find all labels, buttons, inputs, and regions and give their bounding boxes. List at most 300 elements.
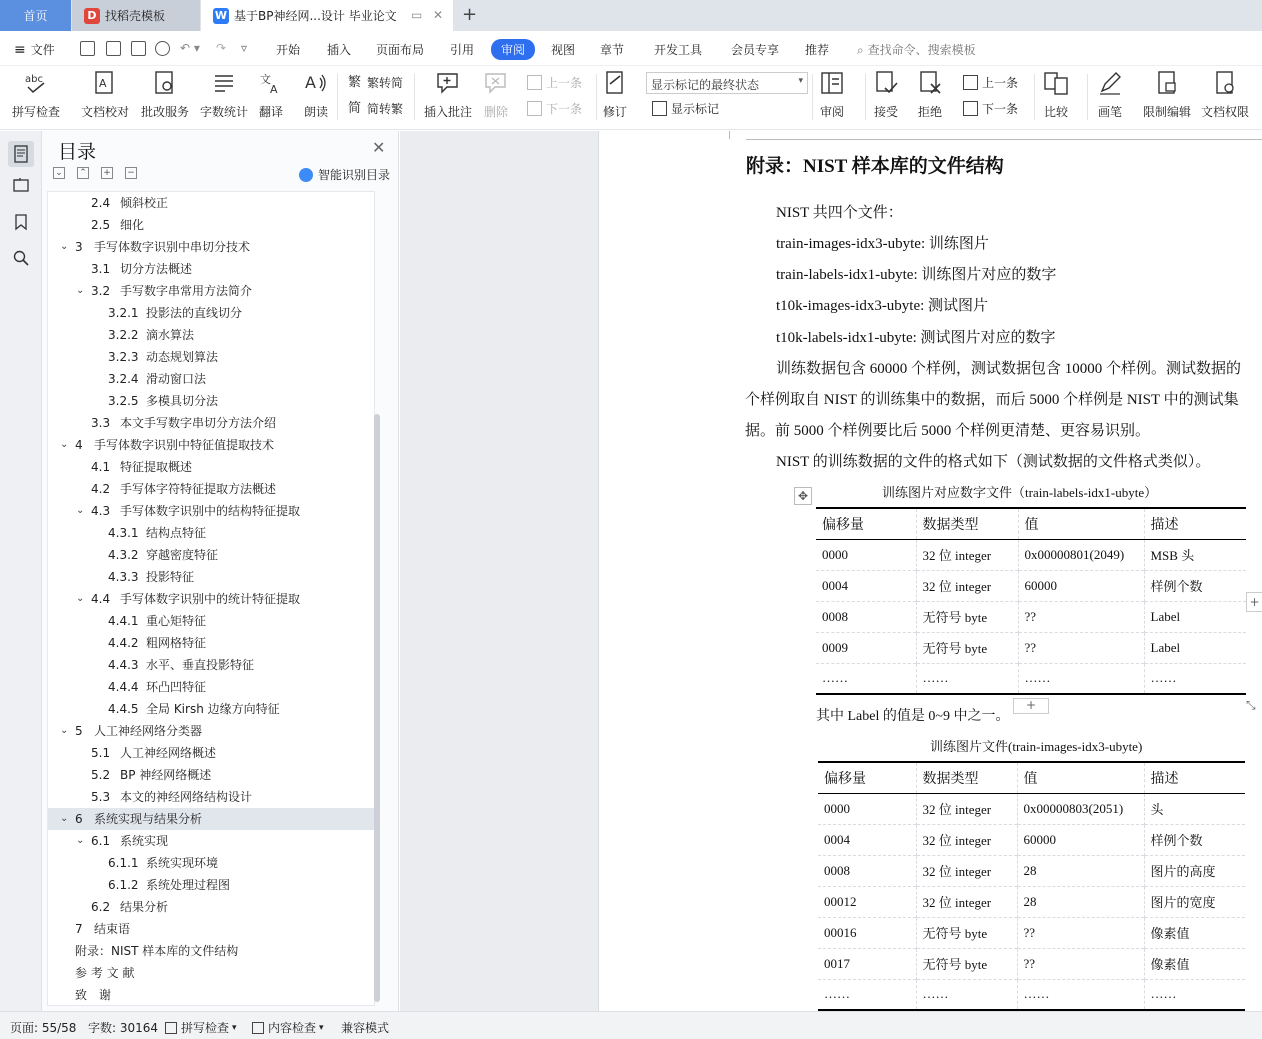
toc-item[interactable] [48, 588, 374, 610]
toc-item[interactable] [48, 434, 374, 456]
toc-item[interactable] [48, 962, 374, 984]
toc-item-label: 水平、垂直投影特征 [146, 658, 255, 672]
toc-item-label: 结构点特征 [146, 526, 207, 540]
toc-item-label: 特征提取概述 [120, 460, 193, 474]
prev-change-icon [963, 75, 978, 90]
save-icon[interactable] [80, 41, 95, 56]
toc-item-number: 4.3.1 [108, 526, 139, 540]
toc-item-number: 3.2 [91, 284, 111, 298]
track-changes-icon [602, 70, 628, 96]
word-count-button[interactable] [200, 70, 248, 120]
menu-member[interactable]: 会员专享 [731, 43, 780, 57]
toc-item[interactable] [48, 984, 374, 1006]
table-cell[interactable]: 头 [1144, 793, 1245, 824]
toc-item-number: 4.4.1 [108, 614, 139, 628]
spellcheck-label: 拼写检查 [12, 105, 61, 119]
crop-mark [746, 139, 1262, 140]
table-header-row [818, 762, 1245, 793]
ribbon-divider [337, 74, 338, 120]
table-cell[interactable]: 0x00000801(2049) [1018, 539, 1144, 570]
toc-item[interactable] [48, 808, 374, 830]
toc-item-label: 手写体数字识别中特征值提取技术 [94, 438, 275, 452]
table-cell[interactable]: 0017 [818, 948, 916, 979]
simp-to-trad-label: 简转繁 [367, 102, 404, 116]
table-cell[interactable]: 00012 [818, 886, 916, 917]
toc-item-label: 结果分析 [120, 900, 169, 914]
toc-item-label: 本文的神经网络结构设计 [120, 790, 253, 804]
table-cell[interactable]: 32 位 integer [916, 886, 1017, 917]
table-row [818, 793, 1245, 824]
file-line: train-labels-idx1-ubyte: 训练图片对应的数字 [776, 267, 1057, 283]
toc-item-label: 系统处理过程图 [146, 878, 231, 892]
chevron-down-icon[interactable]: ⌄ [60, 439, 69, 450]
toc-item[interactable] [48, 214, 374, 236]
table-row [816, 570, 1246, 601]
next-change-label: 下一条 [982, 102, 1019, 116]
spellcheck-status-label: 拼写检查 [181, 1021, 230, 1035]
toc-item-number: 4.4 [91, 592, 111, 606]
close-icon[interactable]: ✕ [372, 138, 386, 157]
table-move-handle-icon[interactable]: ✥ [794, 487, 812, 505]
content-check-label: 内容检查 [268, 1021, 317, 1035]
table-cell[interactable]: 32 位 integer [916, 570, 1018, 601]
toc-item-label: 致 谢 [75, 988, 112, 1002]
column-header: 偏移量 [816, 508, 916, 539]
toc-item-number: 4.4.2 [108, 636, 139, 650]
menu-reference[interactable]: 引用 [450, 43, 475, 57]
comment-delete-icon [483, 70, 509, 96]
add-row-button[interactable]: + [1013, 698, 1049, 714]
table-cell[interactable]: 无符号 byte [916, 948, 1017, 979]
toc-panel [42, 131, 399, 1011]
toc-item[interactable] [48, 302, 374, 324]
read-aloud-label: 朗读 [303, 105, 328, 119]
prev-comment-button[interactable] [527, 74, 582, 91]
toc-item[interactable] [48, 390, 374, 412]
navigation-strip [0, 131, 42, 1011]
toc-item-label: 人工神经网络分类器 [94, 724, 203, 738]
file-line: t10k-images-idx3-ubyte: 测试图片 [776, 298, 989, 314]
table-row [816, 601, 1246, 632]
toc-item-number: 3.2.1 [108, 306, 139, 320]
table1-caption: 训练图片对应数字文件（train-labels-idx1-ubyte） [882, 485, 1158, 500]
table-cell[interactable]: 0000 [816, 539, 916, 570]
document-page[interactable] [598, 131, 1262, 1011]
table-cell[interactable]: 样例个数 [1144, 824, 1245, 855]
remove-level-icon[interactable]: − [125, 167, 137, 179]
chevron-down-icon[interactable]: ⌄ [76, 835, 85, 846]
toc-item-label: BP 神经网络概述 [120, 768, 212, 782]
toc-item-number: 4.3 [91, 504, 111, 518]
ribbon-toolbar [0, 66, 1262, 130]
table-cell[interactable]: 0008 [816, 601, 916, 632]
batch-service-button[interactable] [141, 70, 189, 120]
table-cell[interactable]: 60000 [1018, 570, 1144, 601]
reject-label: 拒绝 [917, 105, 942, 119]
print-preview-icon[interactable] [155, 41, 170, 56]
markup-state-value: 显示标记的最终状态 [651, 78, 760, 92]
toc-item[interactable] [48, 742, 374, 764]
command-search-placeholder: 查找命令、搜索模板 [867, 43, 976, 57]
smart-toc-button[interactable] [299, 166, 390, 183]
toc-item-label: 手写体字符特征提取方法概述 [120, 482, 277, 496]
chevron-down-icon[interactable]: ⌄ [76, 285, 85, 296]
next-comment-label: 下一条 [546, 102, 583, 116]
toc-item[interactable] [48, 654, 374, 676]
menu-chapter[interactable]: 章节 [600, 43, 625, 57]
table-cell[interactable]: ?? [1017, 948, 1144, 979]
file-menu-label: 文件 [30, 43, 55, 57]
table-cell[interactable]: …… [916, 663, 1018, 694]
toc-item[interactable] [48, 764, 374, 786]
toc-item[interactable] [48, 676, 374, 698]
toc-item[interactable] [48, 918, 374, 940]
chevron-down-icon: ▾ [232, 1022, 237, 1033]
toc-item-number: 5.1 [91, 746, 111, 760]
toc-item-number: 7 [75, 922, 83, 936]
new-tab-button[interactable]: + [462, 4, 478, 25]
review-pane-icon [819, 70, 845, 96]
appendix-heading: 附录：NIST 样本库的文件结构 [746, 156, 1004, 177]
toc-item[interactable] [48, 280, 374, 302]
table-cell[interactable]: Label [1144, 632, 1246, 663]
toc-scrollbar[interactable] [374, 414, 380, 1002]
toc-item-number: 3 [75, 240, 83, 254]
word-count-indicator[interactable]: 字数: 30164 [88, 1021, 159, 1035]
table-row [816, 539, 1246, 570]
label-note: 其中 Label 的值是 0~9 中之一。 [816, 709, 1010, 724]
expand-up-icon[interactable]: ⌃ [77, 167, 89, 179]
table-cell[interactable]: 0004 [816, 570, 916, 601]
restrict-edit-button[interactable] [1143, 70, 1191, 120]
toc-item[interactable] [48, 324, 374, 346]
toc-item[interactable] [48, 720, 374, 742]
tab-bar [0, 0, 1262, 31]
toc-item[interactable] [48, 610, 374, 632]
svg-text:文: 文 [260, 73, 271, 86]
toc-item-label: 本文手写数字串切分方法介绍 [120, 416, 277, 430]
menu-recommend[interactable]: 推荐 [805, 43, 830, 57]
toc-item-number: 3.2.5 [108, 394, 139, 408]
next-comment-button[interactable] [527, 100, 582, 117]
table-cell[interactable]: 0x00000803(2051) [1017, 793, 1144, 824]
table-cell[interactable]: …… [1018, 663, 1144, 694]
toc-item[interactable] [48, 456, 374, 478]
toc-item[interactable] [48, 236, 374, 258]
trad-to-simp-button[interactable] [348, 74, 403, 91]
table-resize-icon[interactable]: ⤡ [1246, 698, 1256, 712]
show-markup-button[interactable] [652, 100, 719, 117]
prev-change-button[interactable] [963, 74, 1018, 91]
markup-state-select[interactable] [646, 72, 808, 94]
compare-button[interactable] [1043, 70, 1069, 120]
table-cell[interactable]: 0004 [818, 824, 916, 855]
prev-comment-icon [527, 75, 542, 90]
ribbon-divider [1034, 74, 1035, 120]
crop-mark [729, 131, 730, 139]
svg-text:A: A [99, 77, 107, 90]
toc-item[interactable] [48, 830, 374, 852]
toc-item-number: 6.1 [91, 834, 111, 848]
table-body [816, 539, 1246, 694]
table-cell[interactable]: 60000 [1017, 824, 1144, 855]
delete-comment-button[interactable] [483, 70, 509, 120]
toc-item[interactable] [48, 698, 374, 720]
table-cell[interactable]: 无符号 byte [916, 601, 1018, 632]
chevron-down-icon[interactable]: ⌄ [76, 593, 85, 604]
toc-item-number: 3.2.4 [108, 372, 139, 386]
toc-item-number: 3.2.2 [108, 328, 139, 342]
toc-item[interactable] [48, 544, 374, 566]
pen-button[interactable] [1097, 70, 1123, 120]
tab-template-label: 找稻壳模板 [105, 9, 166, 23]
status-bar [0, 1011, 1262, 1039]
pen-icon [1097, 70, 1123, 96]
tab-home-label: 首页 [23, 9, 48, 23]
toc-item[interactable] [48, 412, 374, 434]
svg-text:A: A [305, 73, 316, 92]
toc-item[interactable] [48, 478, 374, 500]
chevron-down-icon[interactable]: ⌄ [60, 725, 69, 736]
collapse-all-icon[interactable]: ⌄ [53, 167, 65, 179]
reject-button[interactable] [917, 70, 943, 120]
toc-item-label: 人工神经网络概述 [120, 746, 217, 760]
table-cell[interactable]: ?? [1018, 601, 1144, 632]
menu-page-layout[interactable]: 页面布局 [376, 43, 425, 57]
table-cell[interactable]: 0008 [818, 855, 916, 886]
table-cell[interactable]: 像素值 [1144, 917, 1245, 948]
accept-button[interactable] [873, 70, 899, 120]
ribbon-divider [414, 74, 415, 120]
toc-item-label: 切分方法概述 [120, 262, 193, 276]
table-cell[interactable]: …… [916, 979, 1017, 1010]
doc-permission-label: 文档权限 [1201, 105, 1250, 119]
toc-item-label: 动态规划算法 [146, 350, 219, 364]
simp-to-trad-button[interactable] [348, 100, 403, 117]
spellcheck-icon [23, 70, 49, 96]
menu-start[interactable]: 开始 [276, 43, 301, 57]
toc-item-label: 滑动窗口法 [146, 372, 207, 386]
redo-icon[interactable]: ↷ [216, 41, 227, 55]
toc-item[interactable] [48, 258, 374, 280]
toc-item[interactable] [48, 896, 374, 918]
toc-item-label: 附录：NIST 样本库的文件结构 [75, 944, 239, 958]
table2-caption: 训练图片文件(train-images-idx3-ubyte) [930, 739, 1143, 754]
tab-home[interactable] [0, 0, 71, 31]
table-cell[interactable]: ?? [1017, 917, 1144, 948]
trad-simp-icon: 繁 [348, 75, 362, 90]
table-cell[interactable]: …… [816, 663, 916, 694]
toc-item-label: 穿越密度特征 [146, 548, 219, 562]
toc-item-number: 6.1.1 [108, 856, 139, 870]
toc-item-label: 全局 Kirsh 边缘方向特征 [146, 702, 280, 716]
spellcheck-status-icon [165, 1022, 177, 1034]
page-indicator[interactable]: 页面: 55/58 [10, 1021, 77, 1035]
table-cell[interactable]: 28 [1017, 855, 1144, 886]
review-pane-button[interactable] [819, 70, 845, 120]
menu-developer[interactable]: 开发工具 [654, 43, 703, 57]
toc-item-label: 环凸凹特征 [146, 680, 207, 694]
table-row [818, 948, 1245, 979]
table-body [818, 793, 1245, 1010]
spellcheck-button[interactable] [12, 70, 60, 120]
toc-item[interactable] [48, 786, 374, 808]
smart-toc-icon [299, 168, 313, 182]
table-cell[interactable]: 00016 [818, 917, 916, 948]
menu-bar [0, 31, 1262, 66]
find-icon[interactable] [12, 249, 30, 267]
table-row [818, 824, 1245, 855]
toc-item-number: 3.3 [91, 416, 111, 430]
compare-label: 比较 [1043, 105, 1068, 119]
tab-template[interactable] [72, 0, 200, 31]
table-cell[interactable]: 像素值 [1144, 948, 1245, 979]
tab-monitor-icon[interactable]: ▭ [411, 8, 423, 22]
table-cell[interactable]: Label [1144, 601, 1246, 632]
chevron-down-icon[interactable]: ⌄ [60, 813, 69, 824]
toc-item-label: 投影法的直线切分 [146, 306, 243, 320]
chapter-nav-icon[interactable] [12, 176, 30, 194]
toc-item-label: 系统实现 [120, 834, 169, 848]
toc-item[interactable] [48, 346, 374, 368]
toc-item[interactable] [48, 368, 374, 390]
bookmark-icon[interactable] [12, 213, 30, 231]
toc-item-number: 4 [75, 438, 83, 452]
table-cell[interactable]: 无符号 byte [916, 632, 1018, 663]
toc-icon [8, 141, 34, 167]
docer-logo-icon: D [84, 8, 100, 24]
wps-writer-icon: W [214, 9, 228, 22]
toc-item-number: 3.2.3 [108, 350, 139, 364]
images-file-table [818, 761, 1245, 1011]
menu-view[interactable]: 视图 [551, 43, 576, 57]
column-header: 偏移量 [818, 762, 916, 793]
spellcheck-status[interactable] [165, 1019, 237, 1036]
table-cell[interactable]: 图片的宽度 [1144, 886, 1245, 917]
table-row [818, 917, 1245, 948]
next-change-button[interactable] [963, 100, 1018, 117]
table-cell[interactable]: …… [818, 979, 916, 1010]
proofread-button[interactable] [81, 70, 129, 120]
toc-item-label: 倾斜校正 [120, 196, 169, 210]
add-level-icon[interactable]: + [101, 167, 113, 179]
toc-item-label: 手写体数字识别中串切分技术 [94, 240, 251, 254]
smart-toc-label: 智能识别目录 [318, 168, 391, 182]
translate-label: 翻译 [258, 105, 283, 119]
toc-item-number: 6.1.2 [108, 878, 139, 892]
table-cell[interactable]: …… [1144, 663, 1246, 694]
content-check-status[interactable] [252, 1019, 324, 1036]
table-cell[interactable]: 0009 [816, 632, 916, 663]
print-icon[interactable] [131, 41, 146, 56]
insert-comment-label: 插入批注 [424, 105, 473, 119]
table-cell[interactable]: 无符号 byte [916, 917, 1017, 948]
command-search[interactable] [857, 41, 976, 58]
toc-nav-button[interactable] [8, 141, 34, 167]
column-header: 描述 [1144, 508, 1246, 539]
toc-item-label: 参 考 文 献 [75, 966, 135, 980]
table-cell[interactable]: …… [1017, 979, 1144, 1010]
dropdown-arrow-icon: ▾ [798, 76, 803, 86]
batch-service-icon [152, 70, 178, 96]
table-cell[interactable]: MSB 头 [1144, 539, 1246, 570]
undo-icon[interactable]: ↶ ▾ [180, 41, 200, 55]
toc-item-number: 4.3.3 [108, 570, 139, 584]
accept-icon [873, 70, 899, 96]
translate-button[interactable] [258, 70, 284, 120]
toc-item-label: 重心矩特征 [146, 614, 207, 628]
toc-item-number: 2.5 [91, 218, 111, 232]
restrict-edit-label: 限制编辑 [1143, 105, 1192, 119]
column-header: 值 [1018, 508, 1144, 539]
toc-item[interactable] [48, 852, 374, 874]
paragraph-line: 训练数据包含 60000 个样例，测试数据包含 10000 个样例。测试数据的 [776, 361, 1242, 377]
read-aloud-button[interactable] [303, 70, 329, 120]
menu-review[interactable]: 审阅 [491, 39, 535, 60]
table-cell[interactable]: ?? [1018, 632, 1144, 663]
tab-close-icon[interactable]: ✕ [433, 8, 444, 22]
toc-item-label: 手写体数字识别中的统计特征提取 [120, 592, 301, 606]
paragraph-line: 据。前 5000 个样例要比后 5000 个样例更清楚、更容易识别。 [745, 423, 1151, 439]
table-cell[interactable]: 32 位 integer [916, 793, 1017, 824]
lock-doc-icon [1154, 70, 1180, 96]
file-menu[interactable] [14, 41, 55, 58]
toc-item[interactable] [48, 566, 374, 588]
toc-item[interactable] [48, 874, 374, 896]
quick-access-more-icon[interactable]: ▿ [241, 41, 248, 55]
tab-document[interactable] [201, 0, 453, 31]
track-changes-button[interactable] [602, 70, 628, 120]
table-cell[interactable]: 0000 [818, 793, 916, 824]
toc-item[interactable] [48, 500, 374, 522]
toc-item[interactable] [48, 522, 374, 544]
tab-document-label: 基于BP神经网...设计 毕业论文 [234, 9, 397, 23]
table-row [818, 855, 1245, 886]
chevron-down-icon[interactable]: ⌄ [60, 241, 69, 252]
batch-service-label: 批改服务 [141, 105, 190, 119]
labels-file-table [816, 507, 1246, 695]
word-count-icon [211, 70, 237, 96]
ribbon-divider [1087, 74, 1088, 120]
toc-item-number: 4.3.2 [108, 548, 139, 562]
toc-item[interactable] [48, 632, 374, 654]
table-cell[interactable]: 32 位 integer [916, 824, 1017, 855]
table-cell[interactable]: …… [1144, 979, 1245, 1010]
menu-insert[interactable]: 插入 [327, 43, 352, 57]
doc-permission-icon [1212, 70, 1238, 96]
table-cell[interactable]: 28 [1017, 886, 1144, 917]
svg-text:abc: abc [25, 74, 43, 85]
toc-item[interactable] [48, 192, 374, 214]
export-pdf-icon[interactable] [106, 41, 121, 56]
table-cell[interactable]: 32 位 integer [916, 539, 1018, 570]
insert-comment-button[interactable] [424, 70, 472, 120]
proofread-icon [92, 70, 118, 96]
chevron-down-icon[interactable]: ⌄ [76, 505, 85, 516]
table-row [816, 663, 1246, 694]
show-markup-label: 显示标记 [671, 102, 720, 116]
doc-permission-button[interactable] [1201, 70, 1249, 120]
table-cell[interactable]: 图片的高度 [1144, 855, 1245, 886]
add-column-button[interactable]: + [1246, 592, 1262, 612]
toc-item-number: 2.4 [91, 196, 111, 210]
table-cell[interactable]: 32 位 integer [916, 855, 1017, 886]
chevron-down-icon: ▾ [319, 1022, 324, 1033]
table-cell[interactable]: 样例个数 [1144, 570, 1246, 601]
toc-item[interactable] [48, 940, 374, 962]
svg-text:A: A [270, 83, 278, 96]
compare-icon [1043, 70, 1069, 96]
